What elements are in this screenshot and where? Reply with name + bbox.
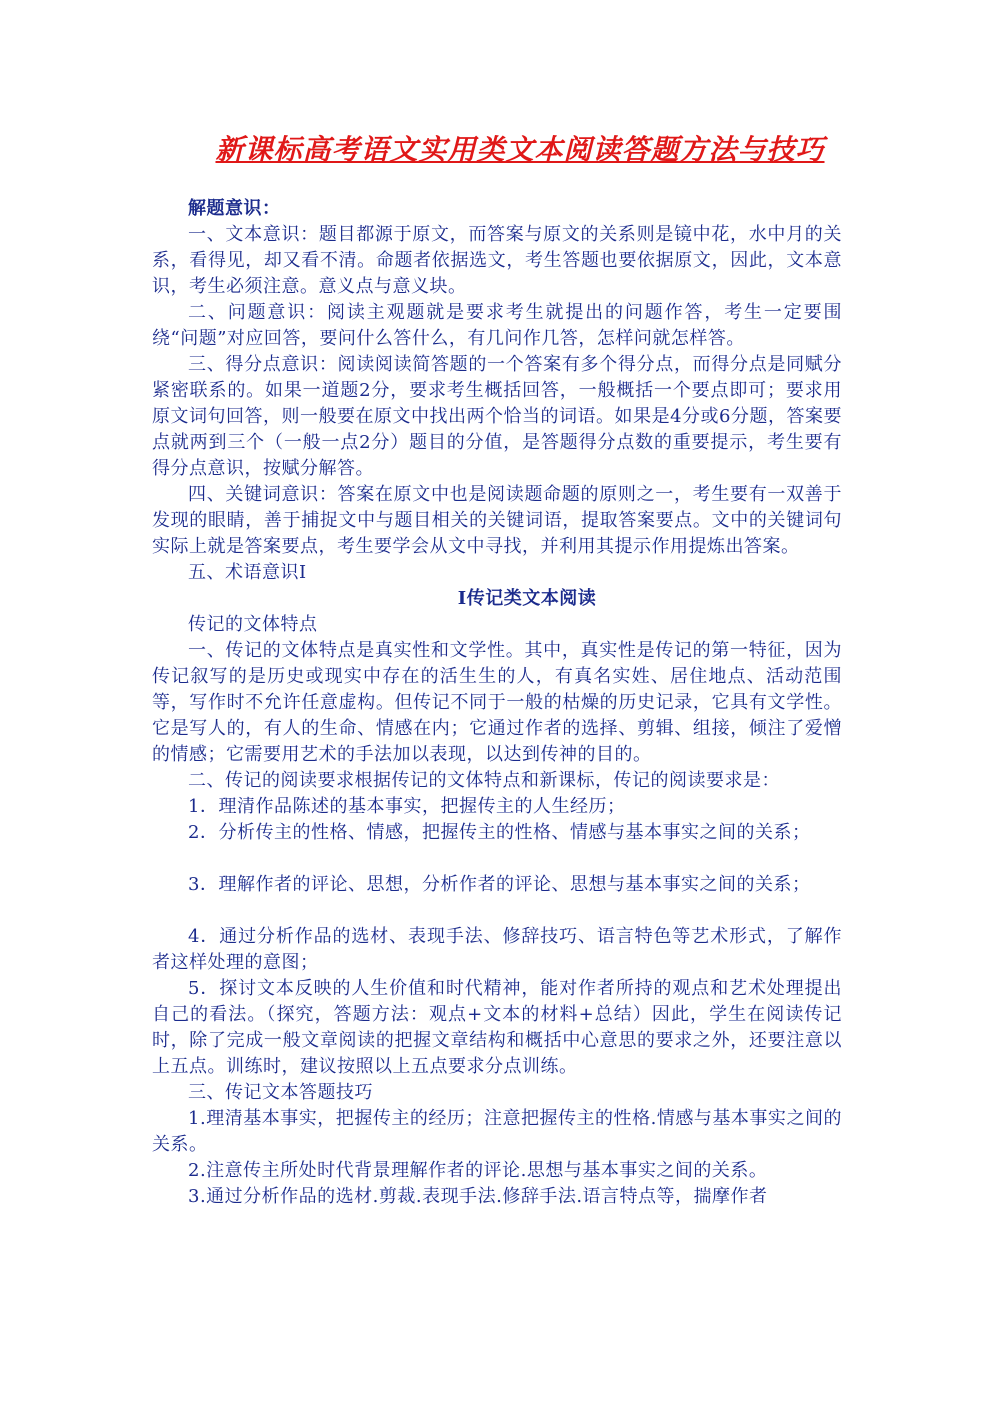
- list-item: 3．理解作者的评论、思想，分析作者的评论、思想与基本事实之间的关系；: [188, 874, 811, 895]
- list-item: 5．探讨文本反映的人生价值和时代精神，能对作者所持的观点和艺术处理提出自己的看法。（探究，答题方法：观点+文本的材料+总结）因此，学生在阅读传记时，除了完成一般文章阅读的把握文章结构和概括中心意思的要求之外，还要注意以上五点。训练时，建议按照以上五点要求分点训练。: [152, 978, 842, 1077]
- paragraph: 五、术语意识Ⅰ: [188, 562, 307, 583]
- document-body: [152, 196, 842, 1210]
- paragraph: 传记的文体特点: [188, 614, 318, 635]
- list-item: 2.注意传主所处时代背景理解作者的评论.思想与基本事实之间的关系。: [188, 1160, 768, 1181]
- blank-line: [152, 846, 842, 872]
- section-heading-awareness: 解题意识：: [188, 198, 281, 219]
- list-item: 4．通过分析作品的选材、表现手法、修辞技巧、语言特色等艺术形式，了解作者这样处理的意图；: [152, 926, 842, 973]
- paragraph: 二、问题意识：阅读主观题就是要求考生就提出的问题作答，考生一定要围绕“问题”对应回答，要问什么答什么，有几问作几答，怎样问就怎样答。: [152, 302, 842, 349]
- list-item: 2．分析传主的性格、情感，把握传主的性格、情感与基本事实之间的关系；: [188, 822, 811, 843]
- paragraph: 三、得分点意识：阅读阅读简答题的一个答案有多个得分点，而得分点是同赋分紧密联系的。如果一道题2分，要求考生概括回答，一般概括一个要点即可；要求用原文词句回答，则一般要在原文中找出两个恰当的词语。如果是4分或6分题，答案要点就两到三个（一般一点2分）题目的分值，是答题得分点数的重要提示，考生要有得分点意识，按赋分解答。: [152, 354, 842, 479]
- paragraph: 一、传记的文体特点是真实性和文学性。其中，真实性是传记的第一特征，因为传记叙写的是历史或现实中存在的活生生的人，有真名实姓、居住地点、活动范围等，写作时不允许任意虚构。但传记不同于一般的枯燥的历史记录，它具有文学性。它是写人的，有人的生命、情感在内；它通过作者的选择、剪辑、组接，倾注了爱憎的情感；它需要用艺术的手法加以表现，以达到传神的目的。: [152, 640, 842, 765]
- paragraph: 四、关键词意识：答案在原文中也是阅读题命题的原则之一，考生要有一双善于发现的眼睛，善于捕捉文中与题目相关的关键词语，提取答案要点。文中的关键词句实际上就是答案要点，考生要学会从文中寻找，并利用其提示作用提炼出答案。: [152, 484, 842, 557]
- document-title: 新课标高考语文实用类文本阅读答题方法与技巧: [215, 133, 825, 166]
- paragraph: 一、文本意识：题目都源于原文，而答案与原文的关系则是镜中花，水中月的关系，看得见，却又看不清。命题者依据选文，考生答题也要依据原文，因此，文本意识，考生必须注意。意义点与意义块。: [152, 224, 842, 297]
- paragraph: 二、传记的阅读要求根据传记的文体特点和新课标，传记的阅读要求是：: [188, 770, 780, 791]
- section-heading-biography: Ⅰ传记类文本阅读: [457, 588, 597, 609]
- list-item: 1．理清作品陈述的基本事实，把握传主的人生经历；: [188, 796, 626, 817]
- list-item: 1.理清基本事实，把握传主的经历；注意把握传主的性格.情感与基本事实之间的关系。: [152, 1108, 842, 1155]
- list-item: 3.通过分析作品的选材.剪裁.表现手法.修辞手法.语言特点等，揣摩作者: [188, 1186, 768, 1207]
- paragraph: 三、传记文本答题技巧: [188, 1082, 373, 1103]
- blank-line: [152, 898, 842, 924]
